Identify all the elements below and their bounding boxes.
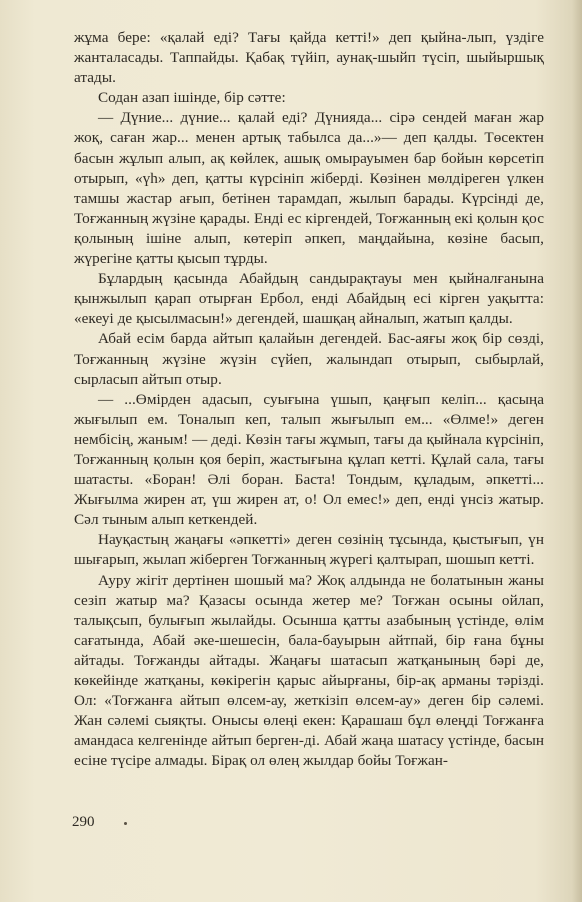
print-dot-mark xyxy=(124,822,127,825)
paragraph-1: жұма бере: «қалай еді? Тағы қайда кетті!» деп қыйна-лып, үздіге жанталасады. Таппайды. Қабақ түйіп, аунақ-шыйп түсіп, шыйыршық атады. xyxy=(74,29,544,87)
paragraph-3: — Дүние... дүние... қалай еді? Дүнияда... сірә сендей маған жар жоқ, саған жар... менен артық табылса да...»— деп қалды. Төсектен басын жұлып алып, ақ көйлек, ашық омырауымен бар бойын көрсетіп отырып, «үһ» деп, қатты күрсініп жіберді. Көзінен мөлдіреген үлкен тамшы жастар ағып, бетінен тарамдап, жылып барады. Күрсінді де, Тоғжанның жүзіне қарады. Енді ес кіргендей, Тоғжанның екі қолын қос қолының ішіне алып, көтеріп әпкеп, маңдайына, көзіне басып, жүрегіне қатты қысып тұрды. xyxy=(74,109,544,268)
paragraph-4: Бұлардың қасында Абайдың сандырақтауы мен қыйналғанына қынжылып қарап отырған Ербол, енді Абайдың есі кірген уақытта: «екеуі де қысылмасын!» дегендей, шашқаң айналып, жатып қалды. xyxy=(74,270,544,328)
page-number: 290 xyxy=(72,814,95,830)
paragraph-6: — ...Өмірден адасып, суығына үшып, қаңғып келіп... қасыңа жығылып ем. Тоналып кеп, талып жығылып ем... «Өлме!» деген нембісің, жаным! — деді. Көзін тағы жұмып, тағы да қыйнала күрсініп, Тоғжанның қолын қоя беріп, жастығына құлап кетті. Құлай сала, тағы шатасты. «Боран! Әлі боран. Баста! Тондым, құладым, әпкетті... Жығылма жирен ат, үш жирен ат, о! Ол емес!» деп, енді үнсіз жатыр. Сәл тыным алып кеткендей. xyxy=(74,390,544,529)
paragraph-7: Науқастың жаңағы «әпкетті» деген сөзінің тұсында, қыстығып, үн шығарып, жылап жіберген Тоғжанның жүрегі қалтырап, шошып кетті. xyxy=(74,531,544,569)
page-text xyxy=(74,28,544,771)
paragraph-5: Абай есім барда айтып қалайын дегендей. Бас-аяғы жоқ бір сөзді, Тоғжанның жүзіне жүзін сүйеп, жалындап отырып, сыбырлай, сырласып айтып отыр. xyxy=(74,330,544,388)
paragraph-8: Ауру жігіт дертінен шошый ма? Жоқ алдында не болатынын жаны сезіп жатыр ма? Қазасы осында жетер ме? Тоғжан осыны ойлап, талықсып, булығып жылайды. Осынша қатты азабының үстінде, өлім сағатында, Абай әке-шешесін, бала-бауырын айтпай, бір ғана бұны айтады. Тоғжанды айтады. Жаңағы шатасып жатқанының бәрі де, көкейінде жатқаны, көкірегін қарыс айырғаны, бір-ақ арманы тәрізді. Ол: «Тоғжанға айтып өлсем-ау, жеткізіп өлсем-ау» деген бір сәлемі. Жан сәлемі сыяқты. Онысы өлеңі екен: Қарашаш бұл өлеңді Тоғжанға амандаса келгенінде айтып берген-ді. Абай жаңа шатасу үстінде, басын есіне түсіре алмады. Бірақ ол өлең жылдар бойы Тоғжан- xyxy=(74,571,544,770)
page-edge-shadow xyxy=(572,0,582,902)
paragraph-2: Содан азап ішінде, бір сәтте: xyxy=(98,89,286,107)
